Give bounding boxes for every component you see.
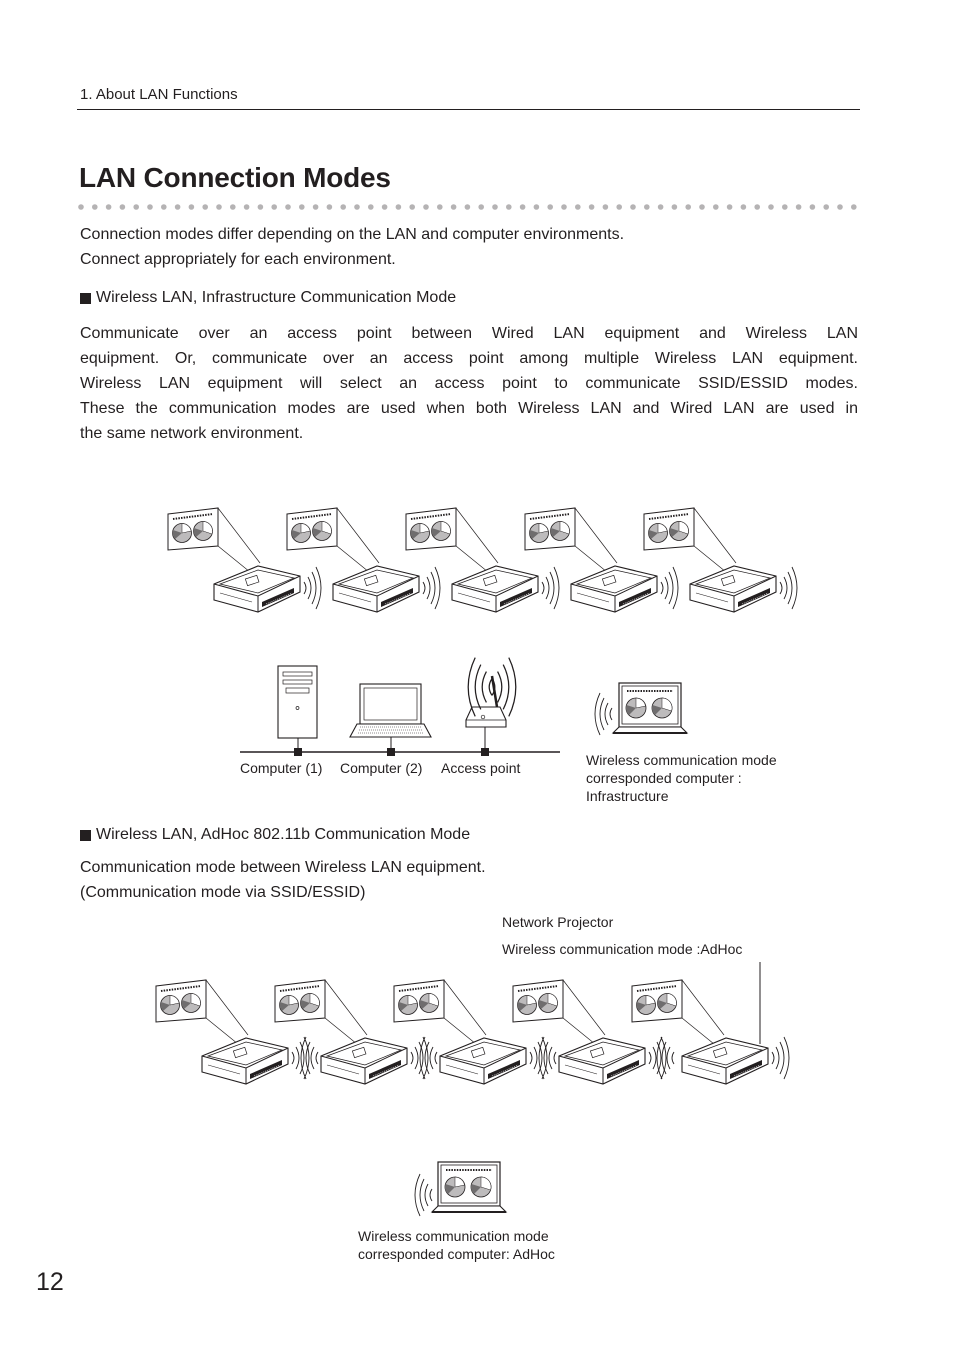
paragraph-line: Wireless LAN equipment will select an access point to communicate SSID/ESSID modes. — [80, 375, 858, 392]
wireless-waves-icon — [542, 567, 559, 609]
page-number: 12 — [36, 1268, 64, 1296]
label-adhoc-mode: Wireless communication mode :AdHoc — [502, 941, 743, 957]
wireless-waves-icon — [649, 1037, 666, 1079]
adhoc-projector-group — [156, 962, 789, 1084]
wireless-waves-icon — [780, 567, 797, 609]
adhoc-paragraph — [80, 855, 858, 905]
projector-icon — [202, 1038, 288, 1084]
caption-line: Wireless communication mode — [586, 752, 777, 768]
projector-icon — [214, 566, 300, 612]
projector-icon — [559, 1038, 645, 1084]
wireless-waves-icon — [661, 567, 678, 609]
projection-screen-icon — [394, 980, 444, 1022]
adhoc-laptop — [415, 1162, 506, 1216]
projector-icon — [452, 566, 538, 612]
adhoc-heading — [80, 826, 470, 844]
projector-icon — [321, 1038, 407, 1084]
projector-icon — [690, 566, 776, 612]
wireless-waves-icon — [304, 567, 321, 609]
infrastructure-laptop-caption — [586, 751, 777, 805]
paragraph-line: the same network environment. — [80, 425, 304, 442]
label-computer-2: Computer (2) — [340, 760, 423, 776]
caption-line: Wireless communication mode — [358, 1228, 549, 1244]
paragraph-line: (Communication mode via SSID/ESSID) — [80, 884, 366, 901]
projection-screen-icon — [632, 980, 682, 1022]
projector-group — [168, 508, 797, 612]
caption-line: corresponded computer : — [586, 770, 742, 786]
wired-network — [240, 658, 560, 756]
projector-icon — [333, 566, 419, 612]
adhoc-laptop-caption — [358, 1227, 555, 1263]
paragraph-line: These the communication modes are used when both Wireless LAN and Wired LAN are used in — [80, 400, 858, 417]
projector-icon — [571, 566, 657, 612]
projection-screen-icon — [644, 508, 694, 550]
section-header: 1. About LAN Functions — [80, 86, 238, 103]
projection-screen-icon — [275, 980, 325, 1022]
projection-screen-icon — [287, 508, 337, 550]
paragraph-line: Communicate over an access point between Wired LAN equipment and Wireless LAN — [80, 325, 858, 342]
projection-screen-icon — [156, 980, 206, 1022]
label-network-projector: Network Projector — [502, 914, 614, 930]
intro-line: Connect appropriately for each environment. — [80, 251, 396, 268]
infrastructure-laptop — [595, 683, 687, 735]
wireless-waves-icon — [657, 1037, 674, 1079]
caption-line: corresponded computer: AdHoc — [358, 1246, 555, 1262]
desktop-tower-icon — [278, 666, 317, 756]
adhoc-heading-label: Wireless LAN, AdHoc 802.11b Communication Mode — [96, 826, 471, 843]
projector-icon — [682, 1038, 768, 1084]
paragraph-line: Communication mode between Wireless LAN equipment. — [80, 859, 486, 876]
wireless-waves-icon — [415, 1174, 432, 1216]
wireless-waves-icon — [595, 693, 612, 735]
projection-screen-icon — [168, 508, 218, 550]
access-point-icon — [466, 658, 516, 756]
laptop-icon — [350, 684, 431, 756]
page-title: LAN Connection Modes — [79, 162, 391, 193]
caption-line: Infrastructure — [586, 788, 669, 804]
intro-line: Connection modes differ depending on the LAN and computer environments. — [80, 226, 625, 243]
paragraph-line: equipment. Or, communicate over an access point among multiple Wireless LAN equipment. — [80, 350, 858, 367]
square-bullet-icon — [80, 830, 91, 841]
label-computer-1: Computer (1) — [240, 760, 323, 776]
projection-screen-icon — [525, 508, 575, 550]
projector-icon — [440, 1038, 526, 1084]
wireless-waves-icon — [772, 1037, 789, 1079]
infrastructure-heading-label: Wireless LAN, Infrastructure Communication Mode — [96, 289, 457, 306]
laptop-icon — [613, 683, 687, 733]
laptop-icon — [432, 1162, 506, 1212]
projection-screen-icon — [513, 980, 563, 1022]
projection-screen-icon — [406, 508, 456, 550]
label-access-point: Access point — [441, 760, 521, 776]
wireless-waves-icon — [423, 567, 440, 609]
